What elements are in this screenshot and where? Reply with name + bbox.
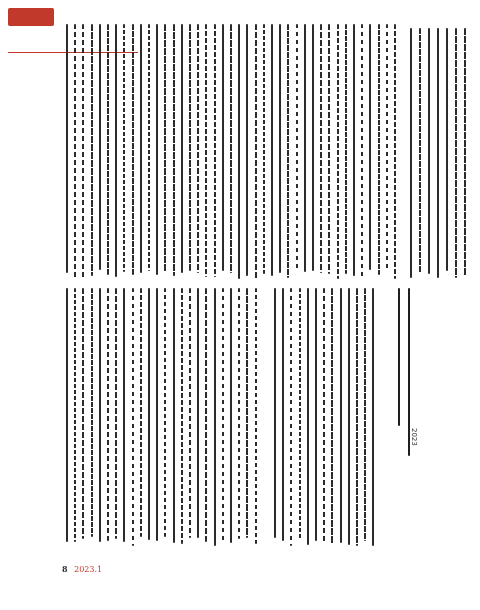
script-column: [386, 24, 388, 270]
script-column: [222, 24, 224, 271]
script-column: [464, 28, 466, 276]
script-column: [115, 288, 117, 539]
byline-block: [392, 288, 468, 546]
script-column: [148, 24, 150, 271]
script-column: [181, 24, 183, 273]
script-column: [164, 24, 166, 272]
article-lower-left-block: [64, 288, 260, 546]
script-column: [263, 24, 265, 274]
script-column: [238, 24, 240, 279]
script-column: [156, 24, 158, 275]
script-column: [320, 24, 322, 273]
script-column: [394, 24, 396, 279]
script-column: [323, 288, 325, 542]
script-column: [164, 288, 166, 537]
article-upper-block: [64, 24, 404, 279]
script-column: [361, 24, 363, 279]
script-column: [91, 288, 93, 537]
script-column: [140, 24, 142, 273]
script-column: [156, 288, 158, 541]
script-column: [290, 288, 292, 546]
script-column: [364, 288, 366, 541]
page-number: 8: [62, 564, 68, 574]
journal-logo: [8, 8, 54, 26]
article-lower-right-block: [272, 288, 382, 546]
script-column: [123, 288, 125, 542]
script-column: [331, 288, 333, 544]
script-column: [99, 24, 101, 270]
script-column: [437, 28, 439, 278]
script-column: [446, 28, 448, 271]
script-column: [279, 24, 281, 273]
script-column: [328, 24, 330, 274]
script-column: [148, 288, 150, 540]
script-column: [274, 288, 276, 538]
page-footer: [62, 564, 102, 574]
script-column: [282, 288, 284, 541]
script-column: [189, 24, 191, 271]
script-column: [66, 24, 68, 273]
script-column: [189, 288, 191, 538]
script-column: [296, 24, 298, 270]
script-column: [91, 24, 93, 276]
script-column: [255, 24, 257, 279]
script-column: [222, 288, 224, 544]
script-column: [115, 24, 117, 277]
script-column: [205, 24, 207, 277]
script-column: [181, 288, 183, 544]
byline-year: 2023: [410, 428, 418, 446]
script-column: [82, 288, 84, 539]
script-column: [123, 24, 125, 272]
article-title-block: [408, 24, 468, 279]
script-column: [299, 288, 301, 539]
script-column: [107, 24, 109, 275]
script-column: [132, 24, 134, 275]
script-column: [340, 288, 342, 543]
script-column: [230, 288, 232, 543]
script-column: [287, 24, 289, 278]
script-column: [369, 24, 371, 270]
script-column: [238, 288, 240, 539]
script-column: [140, 288, 142, 537]
script-column: [337, 24, 339, 279]
byline-column: [398, 288, 400, 426]
script-column: [74, 24, 76, 278]
script-column: [230, 24, 232, 273]
script-column: [353, 24, 355, 276]
script-column: [173, 288, 175, 543]
script-column: [428, 28, 430, 274]
script-column: [312, 24, 314, 271]
script-column: [82, 24, 84, 278]
script-column: [307, 288, 309, 545]
script-column: [132, 288, 134, 546]
script-column: [246, 288, 248, 538]
script-column: [74, 288, 76, 542]
script-column: [304, 24, 306, 272]
script-column: [410, 28, 412, 278]
script-column: [345, 24, 347, 274]
issue-number: 2023.1: [74, 565, 103, 574]
script-column: [271, 24, 273, 276]
script-column: [107, 288, 109, 541]
script-column: [348, 288, 350, 545]
script-column: [214, 24, 216, 277]
script-column: [214, 288, 216, 546]
script-column: [197, 24, 199, 273]
script-column: [197, 288, 199, 538]
script-column: [66, 288, 68, 542]
script-column: [246, 24, 248, 276]
script-column: [419, 28, 421, 273]
script-column: [315, 288, 317, 541]
script-column: [372, 288, 374, 546]
script-column: [455, 28, 457, 278]
script-column: [99, 288, 101, 542]
script-column: [205, 288, 207, 542]
script-column: [255, 288, 257, 544]
script-column: [378, 24, 380, 275]
script-column: [356, 288, 358, 546]
script-column: [173, 24, 175, 276]
